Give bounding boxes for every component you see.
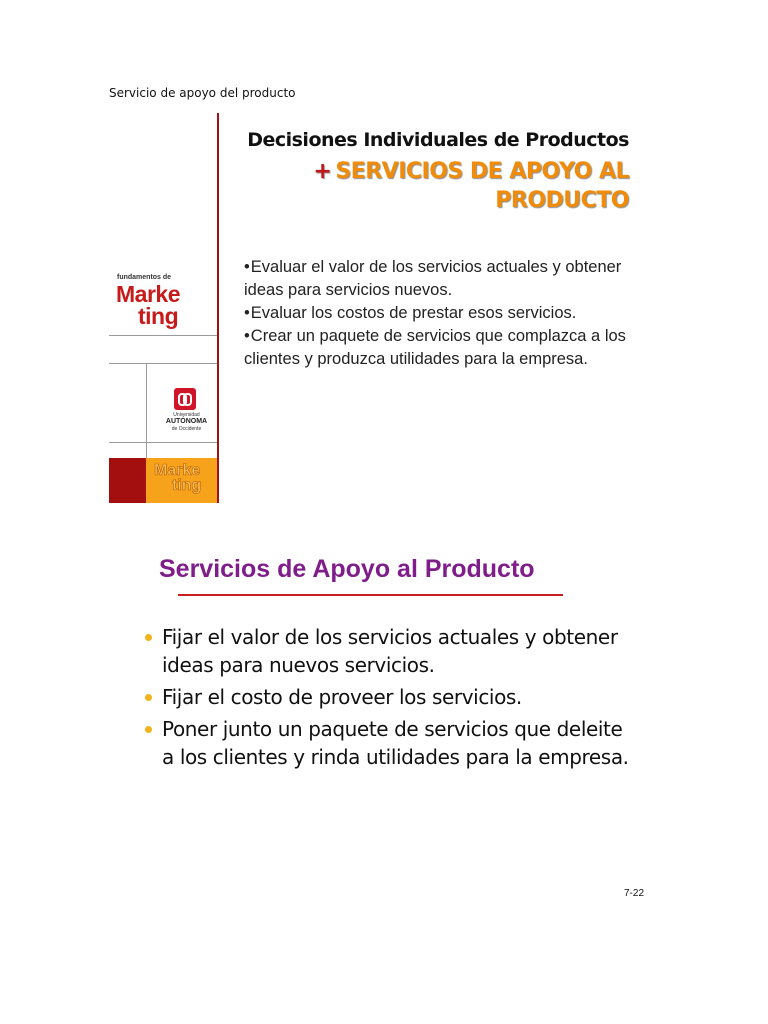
plus-icon: + (313, 159, 332, 184)
bullet-icon: • (244, 304, 250, 322)
list-item-text: Crear un paquete de servicios que complazca a los clientes y produzca utilidades para la empresa. (244, 327, 626, 368)
list-item-text: Poner junto un paquete de servicios que deleite a los clientes y rinda utilidades para la empresa. (162, 717, 629, 769)
list-item-text: Fijar el valor de los servicios actuales y obtener ideas para nuevos servicios. (162, 625, 618, 677)
university-line-1: Universidad (173, 412, 200, 418)
bullet-dot-icon (145, 726, 152, 733)
slide-2-title: Servicios de Apoyo al Producto (159, 555, 535, 583)
slide-1-divider (217, 113, 219, 503)
slide-2-bullet-list (145, 623, 635, 775)
list-item (244, 302, 644, 325)
sidebar-divider-vertical (146, 363, 147, 458)
sidebar-divider (109, 363, 217, 364)
bullet-dot-icon (145, 694, 152, 701)
logo-subtitle: fundamentos de (117, 274, 172, 281)
marketing-logo (116, 283, 216, 327)
slide-1 (109, 113, 649, 503)
slide-1-subtitle (269, 157, 629, 215)
list-item (145, 715, 635, 771)
decorative-block-dark (109, 458, 146, 503)
list-item-text: Evaluar los costos de prestar esos servicios. (250, 304, 577, 322)
slide-1-subtitle-text: SERVICIOS DE APOYO AL PRODUCTO (335, 159, 629, 213)
sidebar-divider (109, 335, 217, 336)
bullet-dot-icon (145, 634, 152, 641)
page-number: 7-22 (624, 888, 645, 899)
slide-2-title-rule (178, 594, 563, 596)
logo-line-1: Marke (116, 281, 180, 307)
university-line-3: de Occidente (171, 426, 202, 432)
university-line-2: AUTÓNOMA (165, 418, 208, 425)
list-item-text: Fijar el costo de proveer los servicios. (162, 685, 522, 709)
logo-line-2: ting (138, 303, 179, 329)
slide-1-title: Decisiones Individuales de Productos (247, 129, 629, 151)
list-item (244, 256, 644, 302)
page-header: Servicio de apoyo del producto (109, 86, 296, 100)
university-name (159, 412, 214, 432)
block-logo-line-1: Marke (154, 462, 201, 479)
list-item (145, 623, 635, 679)
sidebar-divider (109, 442, 217, 443)
block-logo-text (154, 463, 216, 493)
slide-1-sidebar (109, 113, 219, 503)
list-item (145, 683, 635, 711)
list-item (244, 325, 644, 371)
bullet-icon: • (244, 327, 250, 345)
bullet-icon: • (244, 258, 250, 276)
block-logo-line-2: ting (172, 477, 202, 494)
list-item-text: Evaluar el valor de los servicios actuales y obtener ideas para servicios nuevos. (244, 258, 622, 299)
university-logo-icon (174, 388, 196, 410)
slide-1-bullet-list (244, 256, 644, 371)
